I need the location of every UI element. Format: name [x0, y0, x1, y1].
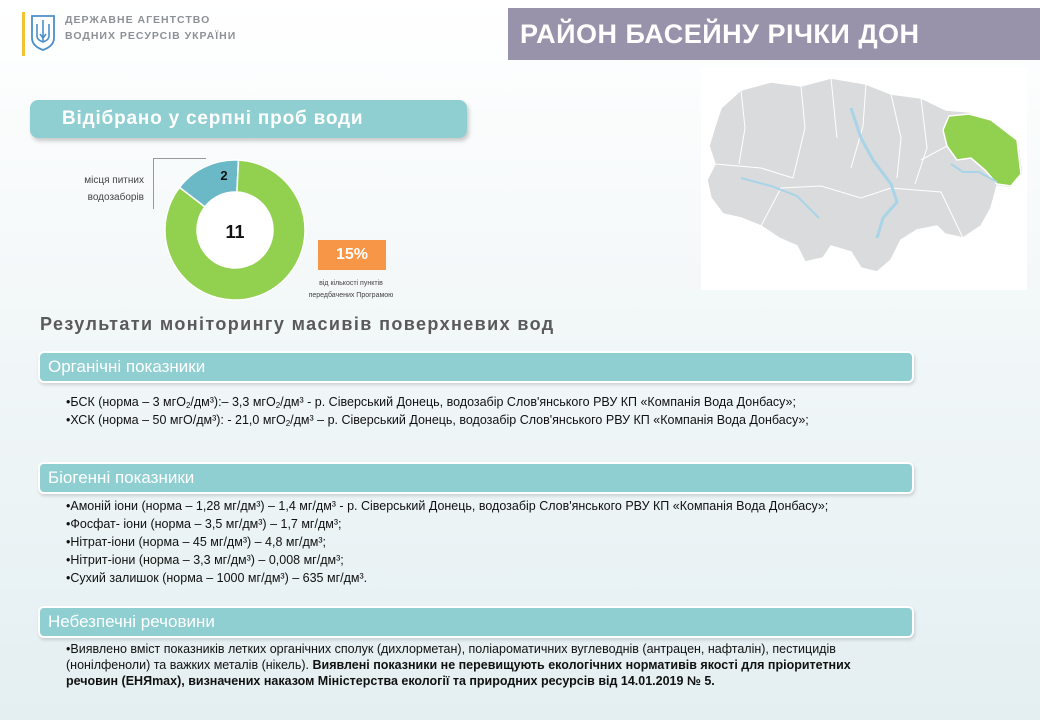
- item-text: •ХСК (норма – 50 мгО/дм³): - 21,0 мгО: [66, 413, 286, 427]
- item-text: •Виявлено вміст показників летких органічних сполук (дихлорметан), поліароматичних вуглеводнів (антрацен, нафталін), пестицидів (нонілфеноли) та важких металів (нікель).: [66, 642, 836, 672]
- hazardous-substances-bar: Небезпечні речовини: [38, 606, 914, 638]
- organic-indicators-list: [66, 394, 906, 430]
- item-conclusion: Виявлені показники не перевищують екологічних нормативів якості для пріоритетних речовин (ЕНЯmax), визначених наказом Міністерства екології та природних ресурсів від 14.01.2019 № 5.: [66, 658, 851, 688]
- callout-label-line1: місця питних: [84, 175, 144, 186]
- trident-emblem-icon: [29, 12, 57, 52]
- list-item: •Фосфат- іони (норма – 3,5 мг/дм³) – 1,7 мг/дм³;: [66, 517, 342, 531]
- percent-note-line1: від кількості пунктів: [319, 280, 383, 287]
- subscript: 2: [275, 401, 281, 410]
- callout-line: [153, 158, 206, 209]
- list-item: [66, 412, 906, 428]
- list-item: •Нітрит-іони (норма – 3,3 мг/дм³) – 0,008 мг/дм³;: [66, 553, 344, 567]
- agency-name-line2: ВОДНИХ РЕСУРСІВ УКРАЇНИ: [65, 30, 237, 42]
- item-text: /дм³ - р. Сіверський Донець, водозабір Слов'янського РВУ КП «Компанія Вода Донбасу»;: [280, 395, 796, 409]
- monitoring-heading: Результати моніторингу масивів поверхневих вод: [40, 314, 555, 334]
- callout-label: [60, 172, 144, 206]
- subscript: 2: [285, 419, 291, 428]
- flag-stripe: [22, 12, 25, 56]
- list-item: [66, 641, 906, 689]
- subscript: 2: [185, 401, 191, 410]
- page-title: РАЙОН БАСЕЙНУ РІЧКИ ДОН: [508, 8, 1040, 60]
- callout-label-line2: водозаборів: [87, 192, 144, 203]
- list-item: •Нітрат-іони (норма – 45 мг/дм³) – 4,8 мг/дм³;: [66, 535, 327, 549]
- agency-header: [22, 12, 236, 56]
- list-item: •Амоній іони (норма – 1,28 мг/дм³) – 1,4 мг/дм³ - р. Сіверський Донець, водозабір Слов'янського РВУ КП «Компанія Вода Донбасу»;: [66, 499, 829, 513]
- percent-note: [292, 278, 410, 302]
- agency-name: [65, 12, 236, 44]
- list-item: •Сухий залишок (норма – 1000 мг/дм³) – 635 мг/дм³.: [66, 571, 368, 585]
- donut-small-value: 2: [220, 168, 228, 183]
- biogenic-indicators-bar: Біогенні показники: [38, 462, 914, 494]
- donut-main-value: 11: [225, 222, 245, 242]
- percent-badge: 15%: [318, 240, 386, 270]
- item-text: /дм³ – р. Сіверський Донець, водозабір Слов'янського РВУ КП «Компанія Вода Донбасу»;: [290, 413, 809, 427]
- hazardous-substances-text: [66, 641, 906, 691]
- percent-note-line2: передбачених Програмою: [308, 292, 394, 299]
- agency-name-line1: ДЕРЖАВНЕ АГЕНТСТВО: [65, 14, 211, 26]
- item-text: •БСК (норма – 3 мгО: [66, 395, 186, 409]
- biogenic-indicators-list: [66, 498, 906, 588]
- list-item: [66, 394, 906, 410]
- samples-heading: Відібрано у серпні проб води: [30, 100, 467, 138]
- item-text: /дм³):– 3,3 мгО: [190, 395, 276, 409]
- ukraine-map: [701, 68, 1027, 290]
- organic-indicators-bar: Органічні показники: [38, 351, 914, 383]
- ukraine-map-graphic: [701, 68, 1027, 290]
